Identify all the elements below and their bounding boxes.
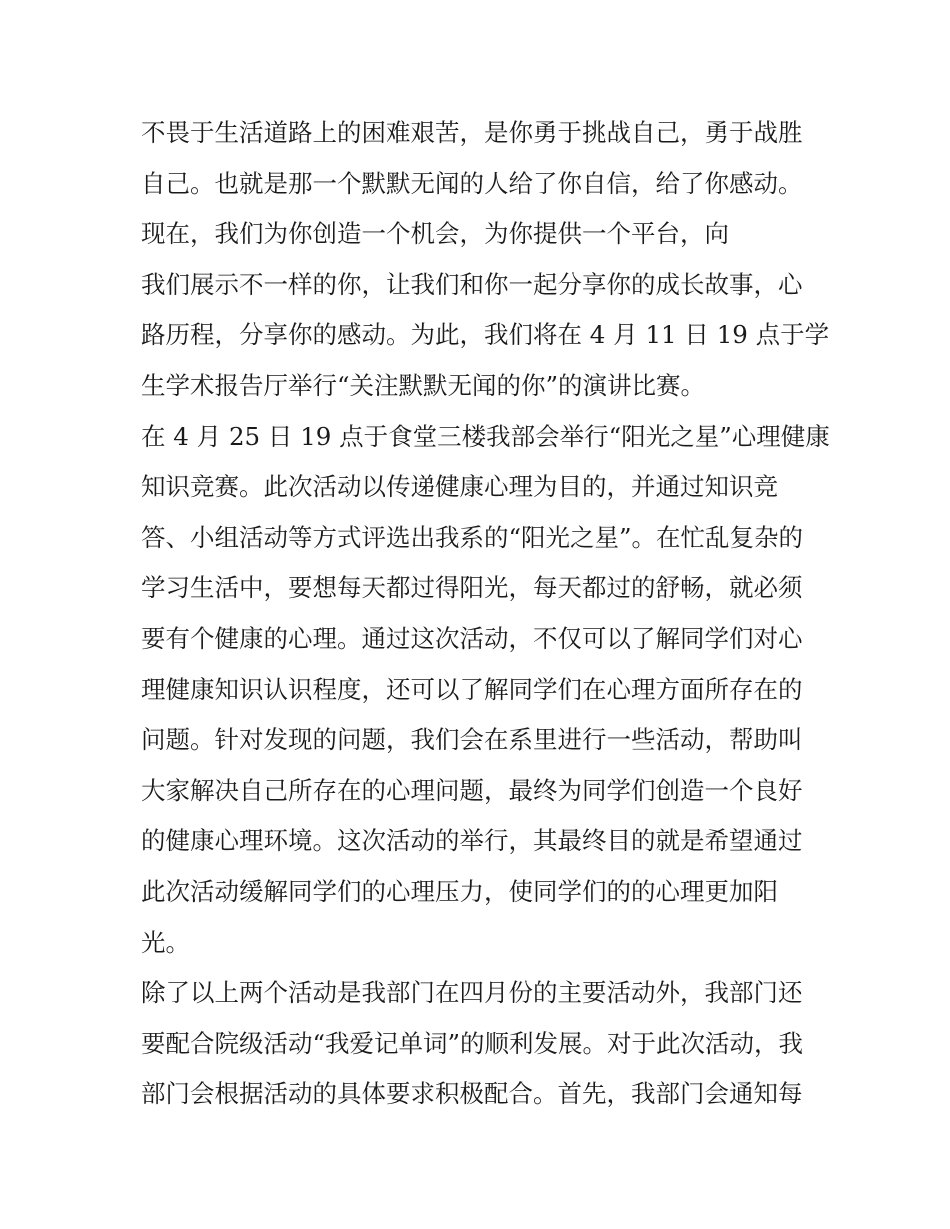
text-line: 要配合院级活动“我爱记单词”的顺利发展。对于此次活动，我 <box>141 1028 804 1058</box>
text-line: 部门会根据活动的具体要求积极配合。首先，我部门会通知每 <box>141 1079 803 1109</box>
text-line: 生学术报告厅举行“关注默默无闻的你”的演讲比赛。 <box>141 370 706 400</box>
text-line: 要有个健康的心理。通过这次活动，不仅可以了解同学们对心 <box>141 623 803 653</box>
text-line: 学习生活中，要想每天都过得阳光，每天都过的舒畅，就必须 <box>141 573 803 603</box>
text-line: 不畏于生活道路上的困难艰苦，是你勇于挑战自己，勇于战胜 <box>141 118 803 147</box>
text-line: 此次活动缓解同学们的心理压力，使同学们的的心理更加阳 <box>141 876 778 906</box>
text-line: 问题。针对发现的问题，我们会在系里进行一些活动，帮助叫 <box>141 725 803 755</box>
text-line: 的健康心理环境。这次活动的举行，其最终目的就是希望通过 <box>141 826 803 856</box>
text-line: 除了以上两个活动是我部门在四月份的主要活动外，我部门还 <box>141 978 803 1008</box>
text-line: 在 4 月 25 日 19 点于食堂三楼我部会举行“阳光之星”心理健康 <box>141 421 830 451</box>
text-line: 大家解决自己所存在的心理问题，最终为同学们创造一个良好 <box>141 775 803 805</box>
text-line: 路历程，分享你的感动。为此，我们将在 4 月 11 日 19 点于学 <box>141 320 830 350</box>
text-line: 光。 <box>141 927 190 957</box>
text-line: 现在，我们为你创造一个机会，为你提供一个平台，向 <box>141 219 729 249</box>
text-line: 我们展示不一样的你，让我们和你一起分享你的成长故事，心 <box>141 269 803 299</box>
text-line: 答、小组活动等方式评选出我系的“阳光之星”。在忙乱复杂的 <box>141 522 804 552</box>
text-line: 自己。也就是那一个默默无闻的人给了你自信，给了你感动。 <box>141 168 803 198</box>
body-text <box>141 108 830 1120</box>
text-line: 知识竞赛。此次活动以传递健康心理为目的，并通过知识竞 <box>141 472 778 502</box>
text-line: 理健康知识认识程度，还可以了解同学们在心理方面所存在的 <box>141 674 803 704</box>
